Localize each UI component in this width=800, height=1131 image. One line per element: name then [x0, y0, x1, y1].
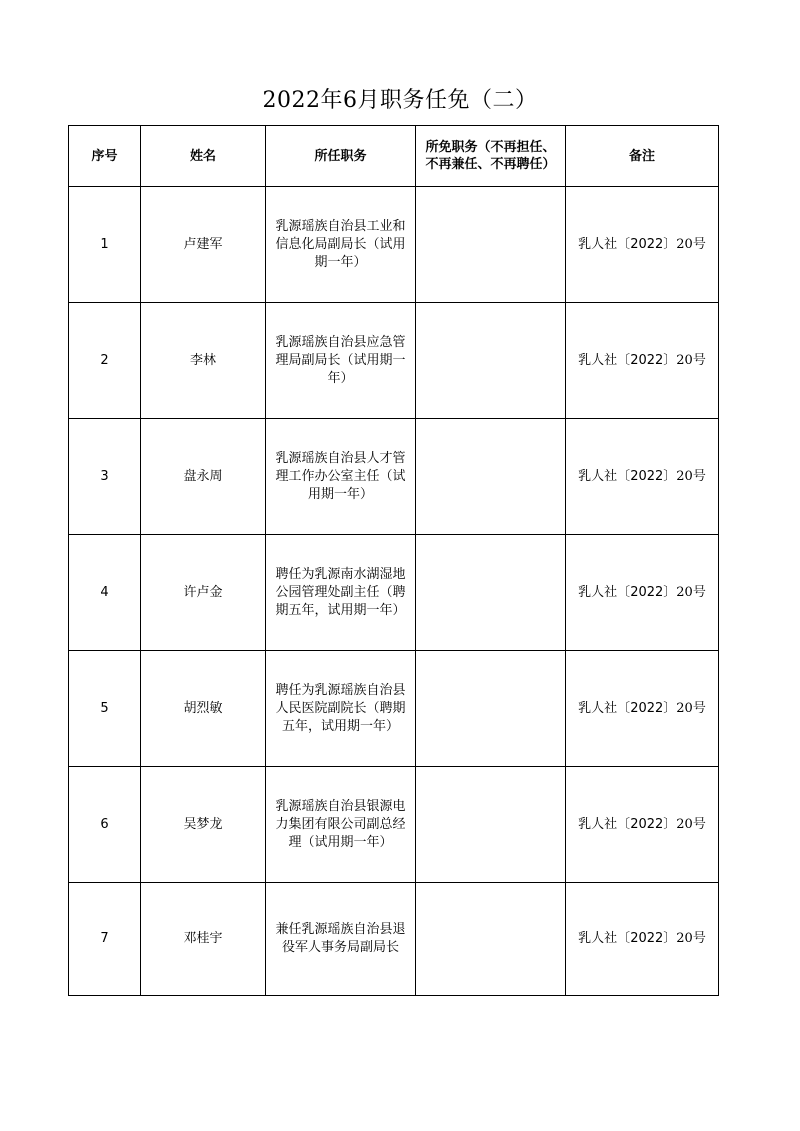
row-name: 吴梦龙 — [141, 767, 266, 883]
row-seq: 4 — [69, 535, 141, 651]
note-suffix: 〕20号 — [663, 468, 706, 484]
row-note — [566, 419, 719, 535]
row-note — [566, 303, 719, 419]
note-suffix: 〕20号 — [663, 931, 706, 946]
row-removed-position — [416, 535, 566, 651]
row-position: 聘任为乳源南水湖湿地公园管理处副主任（聘期五年，试用期一年） — [266, 535, 416, 651]
header-note: 备注 — [566, 126, 719, 187]
row-note — [566, 767, 719, 883]
row-seq: 5 — [69, 651, 141, 767]
note-suffix: 〕20号 — [663, 816, 706, 832]
row-position: 乳源瑶族自治县银源电力集团有限公司副总经理（试用期一年） — [266, 767, 416, 883]
row-name: 许卢金 — [141, 535, 266, 651]
appointment-table — [68, 125, 719, 996]
row-removed-position — [416, 767, 566, 883]
note-prefix: 乳人社〔 — [578, 584, 631, 600]
row-name: 卢建军 — [141, 187, 266, 303]
row-position: 乳源瑶族自治县人才管理工作办公室主任（试用期一年） — [266, 419, 416, 535]
note-year: 2022 — [630, 700, 664, 716]
note-prefix: 乳人社〔 — [578, 931, 631, 946]
table-header-row — [69, 126, 719, 187]
row-seq: 3 — [69, 419, 141, 535]
row-removed-position — [416, 303, 566, 419]
note-suffix: 〕20号 — [663, 236, 706, 252]
row-name: 李林 — [141, 303, 266, 419]
header-name: 姓名 — [141, 126, 266, 187]
note-prefix: 乳人社〔 — [578, 352, 631, 368]
row-name: 邓桂宇 — [141, 883, 266, 996]
table-row — [69, 303, 719, 419]
row-note — [566, 535, 719, 651]
row-seq: 7 — [69, 883, 141, 996]
note-prefix: 乳人社〔 — [578, 468, 631, 484]
row-removed-position — [416, 651, 566, 767]
note-year: 2022 — [630, 352, 664, 368]
header-removed-position: 所免职务（不再担任、不再兼任、不再聘任） — [416, 126, 566, 187]
note-year: 2022 — [630, 236, 664, 252]
note-suffix: 〕20号 — [663, 700, 706, 716]
row-position: 乳源瑶族自治县应急管理局副局长（试用期一年） — [266, 303, 416, 419]
document-title: 2022年6月职务任免（二） — [262, 88, 538, 113]
table-row — [69, 419, 719, 535]
row-position: 兼任乳源瑶族自治县退役军人事务局副局长 — [266, 883, 416, 996]
row-removed-position — [416, 187, 566, 303]
table-row — [69, 767, 719, 883]
row-removed-position — [416, 883, 566, 996]
row-seq: 1 — [69, 187, 141, 303]
row-seq: 2 — [69, 303, 141, 419]
header-position: 所任职务 — [266, 126, 416, 187]
note-prefix: 乳人社〔 — [578, 816, 631, 832]
row-name: 盘永周 — [141, 419, 266, 535]
row-removed-position — [416, 419, 566, 535]
note-year: 2022 — [630, 816, 664, 832]
table-row — [69, 187, 719, 303]
table-row — [69, 883, 719, 996]
row-position: 乳源瑶族自治县工业和信息化局副局长（试用期一年） — [266, 187, 416, 303]
note-year: 2022 — [630, 584, 664, 600]
note-prefix: 乳人社〔 — [578, 236, 631, 252]
row-note — [566, 187, 719, 303]
header-seq: 序号 — [69, 126, 141, 187]
row-seq: 6 — [69, 767, 141, 883]
row-note — [566, 651, 719, 767]
note-year: 2022 — [630, 468, 664, 484]
note-suffix: 〕20号 — [663, 584, 706, 600]
note-prefix: 乳人社〔 — [578, 700, 631, 716]
table-row — [69, 651, 719, 767]
note-year: 2022 — [630, 931, 664, 946]
row-name: 胡烈敏 — [141, 651, 266, 767]
row-position: 聘任为乳源瑶族自治县人民医院副院长（聘期五年，试用期一年） — [266, 651, 416, 767]
table-row — [69, 535, 719, 651]
row-note — [566, 883, 719, 996]
note-suffix: 〕20号 — [663, 352, 706, 368]
